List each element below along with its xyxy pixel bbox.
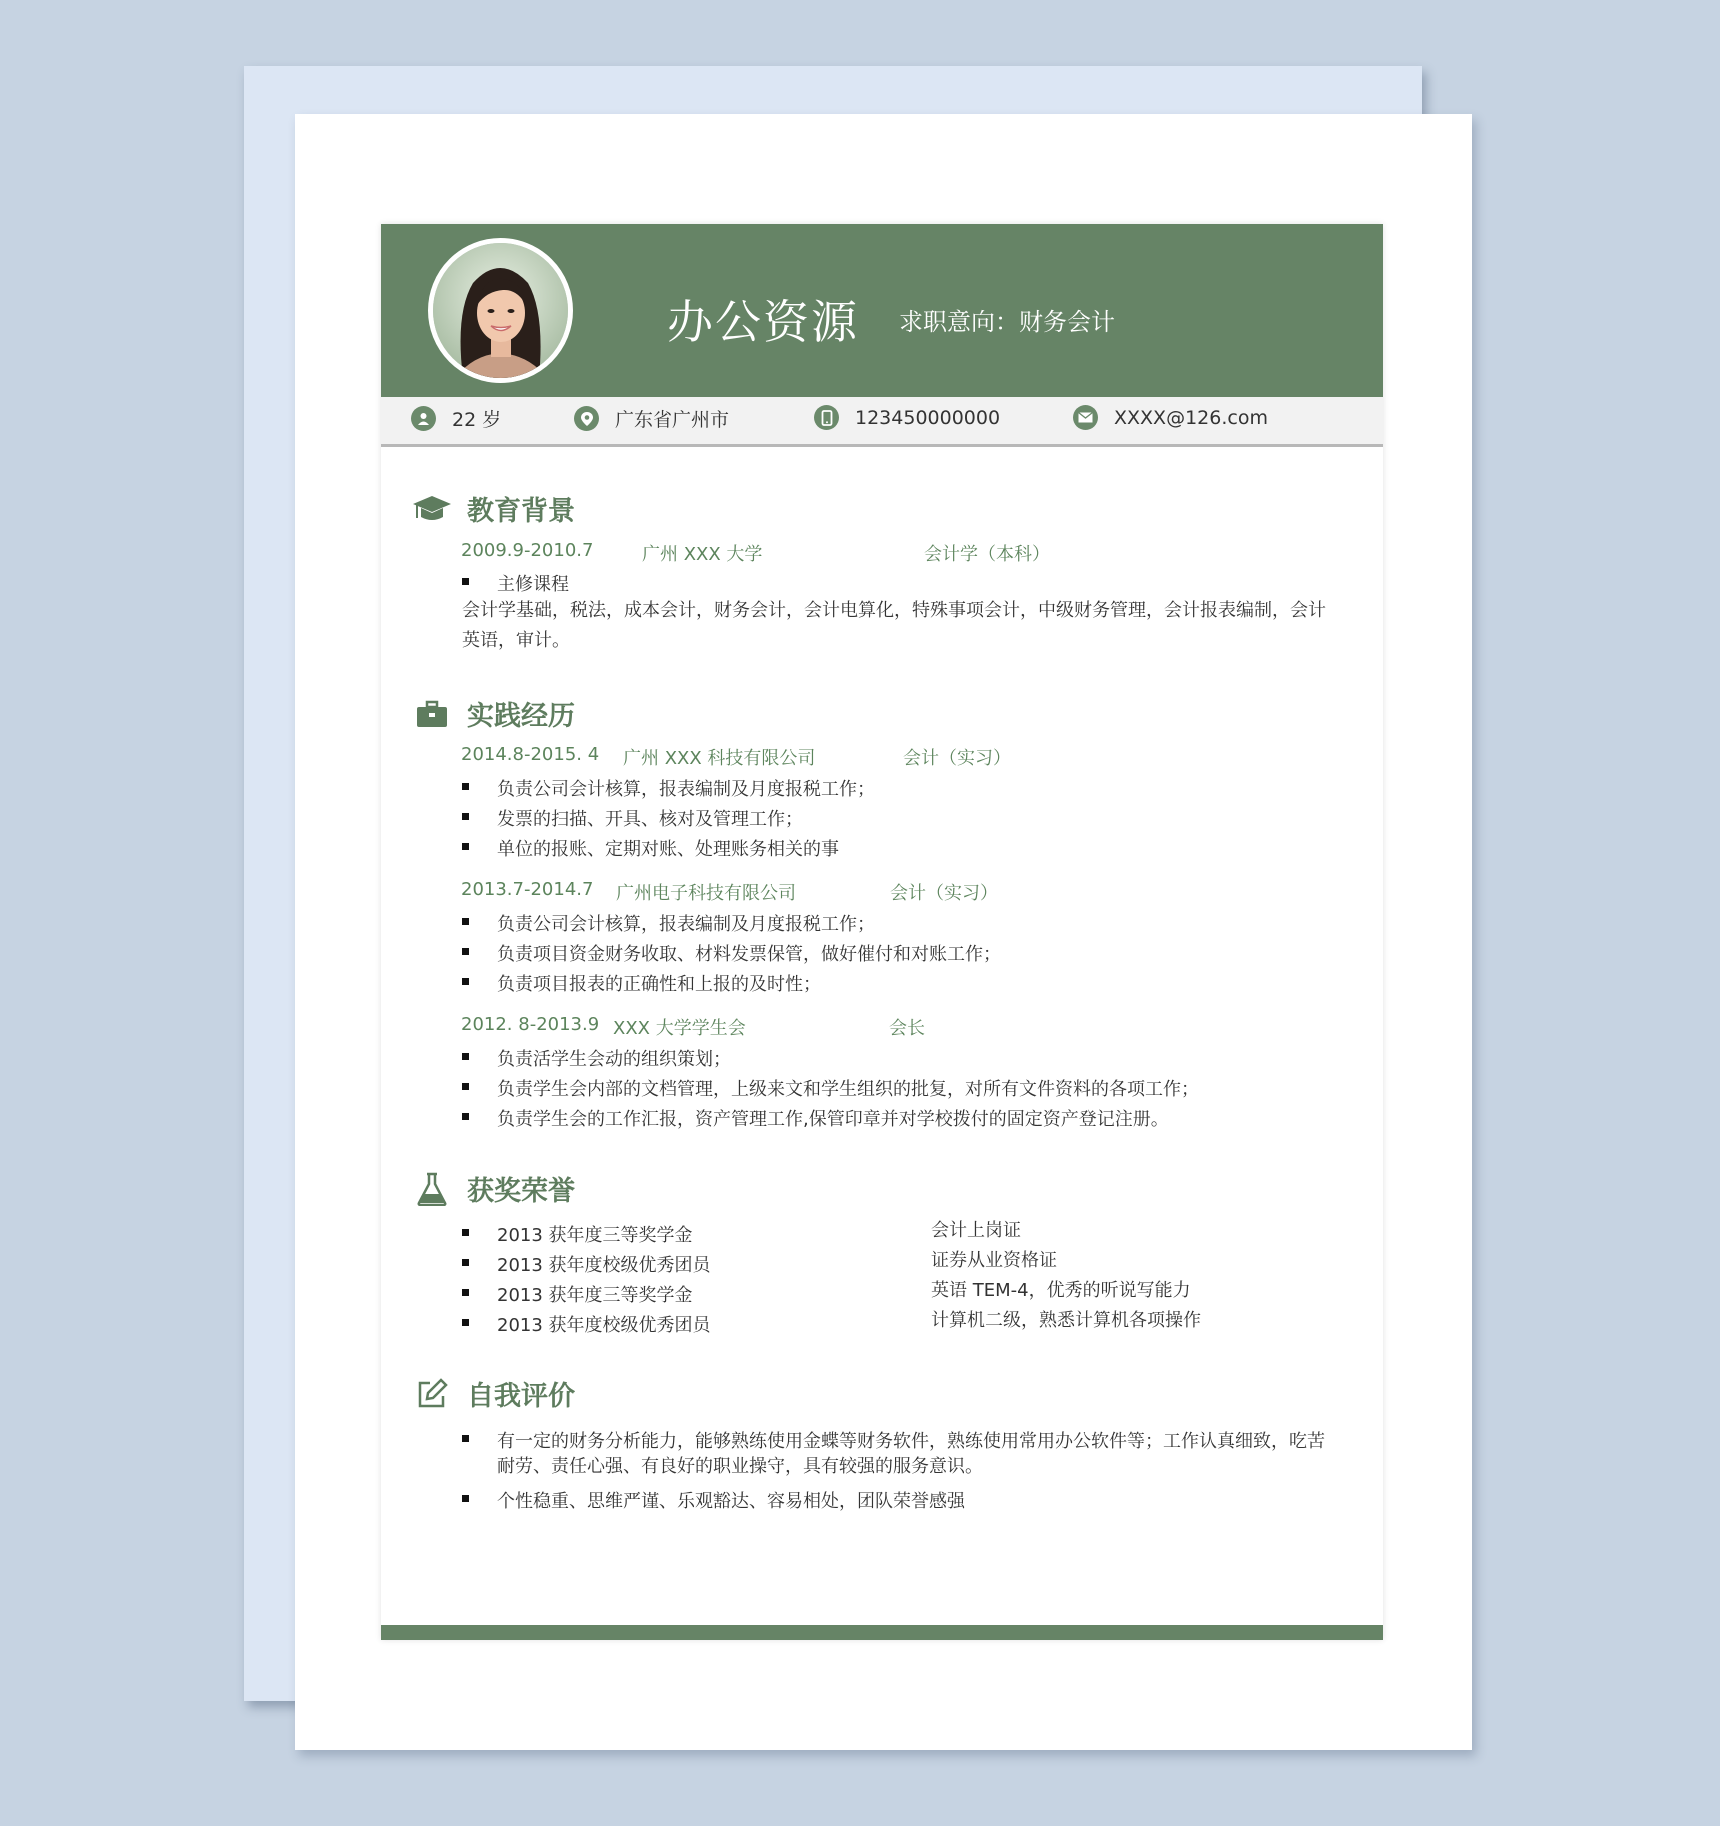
graduation-cap-icon <box>411 493 453 525</box>
flask-icon <box>411 1173 453 1205</box>
list-item: 负责活学生会动的组织策划； <box>462 1045 731 1071</box>
footer-bar <box>381 1625 1383 1640</box>
job-1-date: 2014.8-2015. 4 <box>461 744 600 765</box>
location-pin-icon <box>574 406 599 431</box>
list-item: 有一定的财务分析能力，能够熟练使用金蝶等财务软件，熟练使用常用办公软件等；工作认真细致，吃苦 <box>462 1427 1325 1453</box>
location-text: 广东省广州市 <box>615 409 730 431</box>
list-item: 单位的报账、定期对账、处理账务相关的事 <box>462 835 839 861</box>
list-item: 2013 获年度校级优秀团员 <box>462 1251 711 1277</box>
list-item: 主修课程 <box>462 570 569 596</box>
section-title: 自我评价 <box>467 1381 575 1412</box>
job-2-date: 2013.7-2014.7 <box>461 879 594 900</box>
contact-info-bar <box>381 397 1383 447</box>
certificate-item: 英语 TEM-4，优秀的听说写能力 <box>931 1280 1191 1301</box>
phone-text: 123450000000 <box>855 406 1001 429</box>
edu-date: 2009.9-2010.7 <box>461 540 594 561</box>
email-text: XXXX@126.com <box>1114 406 1268 429</box>
phone-icon <box>814 405 839 430</box>
list-item-continuation: 耐劳、责任心强、有良好的职业操守，具有较强的服务意识。 <box>497 1456 983 1477</box>
section-self-evaluation <box>411 1374 575 1413</box>
list-item: 负责公司会计核算，报表编制及月度报税工作； <box>462 775 875 801</box>
list-item: 发票的扫描、开具、核对及管理工作； <box>462 805 803 831</box>
list-item: 负责项目报表的正确性和上报的及时性； <box>462 970 821 996</box>
avatar <box>428 238 573 383</box>
job-3-date: 2012. 8-2013.9 <box>461 1014 600 1035</box>
job-intent: 求职意向：财务会计 <box>899 308 1115 336</box>
section-practice <box>411 694 575 733</box>
info-phone <box>814 405 1000 430</box>
list-item: 2013 获年度三等奖学金 <box>462 1221 693 1247</box>
list-item: 2013 获年度三等奖学金 <box>462 1281 693 1307</box>
list-item: 负责学生会内部的文档管理，上级来文和学生组织的批复，对所有文件资料的各项工作； <box>462 1075 1199 1101</box>
edit-icon <box>411 1378 453 1410</box>
resume-page <box>381 224 1383 1640</box>
info-location <box>574 405 729 432</box>
section-awards <box>411 1169 575 1208</box>
section-education <box>411 489 575 528</box>
list-item: 负责公司会计核算，报表编制及月度报税工作； <box>462 910 875 936</box>
section-title: 教育背景 <box>467 496 575 527</box>
info-age <box>411 405 501 432</box>
job-1-org: 广州 XXX 科技有限公司 <box>623 748 816 769</box>
job-2-org: 广州电子科技有限公司 <box>616 883 796 904</box>
age-text: 22 岁 <box>452 409 502 431</box>
certificate-item: 计算机二级，熟悉计算机各项操作 <box>931 1310 1201 1331</box>
edu-school: 广州 XXX 大学 <box>642 544 763 565</box>
list-item: 负责学生会的工作汇报，资产管理工作,保管印章并对学校拨付的固定资产登记注册。 <box>462 1105 1169 1131</box>
briefcase-icon <box>411 698 453 730</box>
job-2-role: 会计（实习） <box>890 883 998 904</box>
certificate-item: 会计上岗证 <box>931 1220 1021 1241</box>
certificate-item: 证券从业资格证 <box>931 1250 1057 1271</box>
info-email <box>1073 405 1268 430</box>
list-item: 个性稳重、思维严谨、乐观豁达、容易相处，团队荣誉感强 <box>462 1487 965 1513</box>
section-title: 实践经历 <box>467 701 575 732</box>
person-icon <box>411 406 436 431</box>
header-banner <box>381 224 1383 397</box>
candidate-name: 办公资源 <box>667 295 859 349</box>
mail-icon <box>1073 405 1098 430</box>
course-list-line-1: 会计学基础，税法，成本会计，财务会计，会计电算化，特殊事项会计，中级财务管理，会计报表编制，会计 <box>462 600 1326 621</box>
job-1-role: 会计（实习） <box>903 748 1011 769</box>
list-item: 负责项目资金财务收取、材料发票保管，做好催付和对账工作； <box>462 940 1001 966</box>
job-3-org: XXX 大学学生会 <box>613 1018 746 1039</box>
edu-major: 会计学（本科） <box>924 544 1050 565</box>
section-title: 获奖荣誉 <box>467 1176 575 1207</box>
list-item: 2013 获年度校级优秀团员 <box>462 1311 711 1337</box>
course-list-line-2: 英语，审计。 <box>462 630 570 651</box>
job-3-role: 会长 <box>889 1018 925 1039</box>
